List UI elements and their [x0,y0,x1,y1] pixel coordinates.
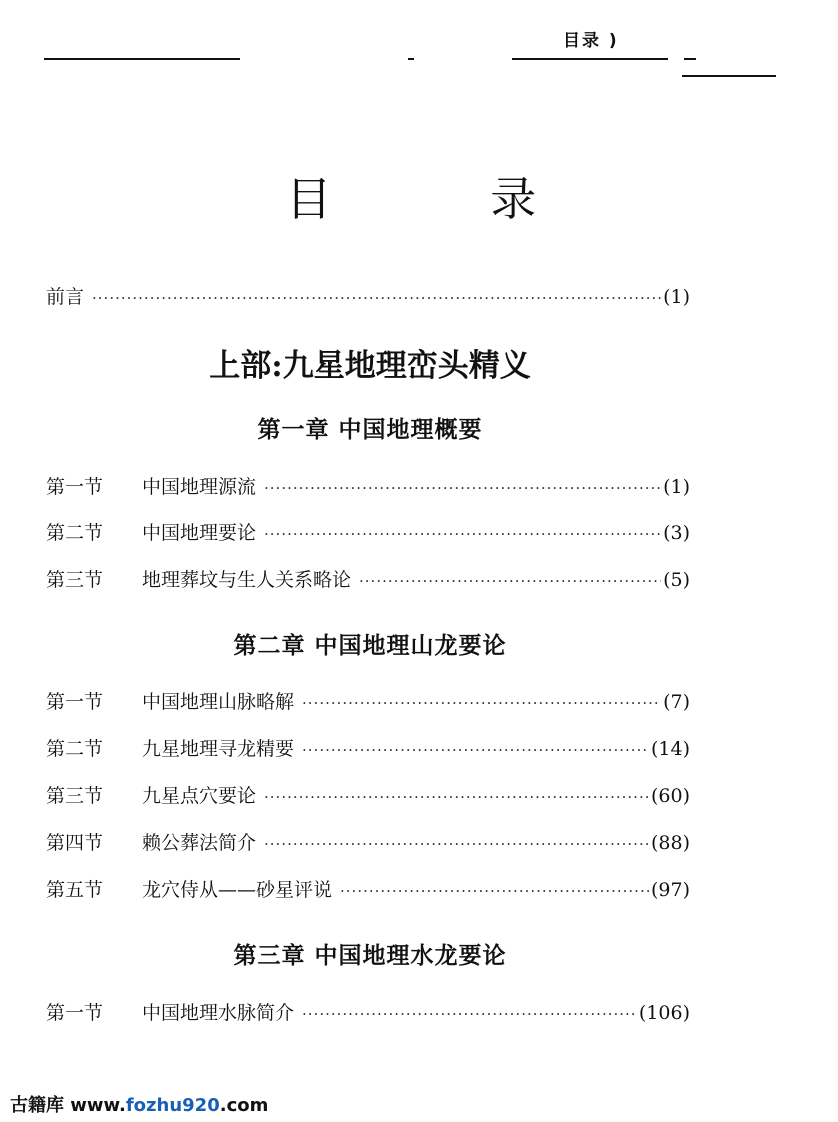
section-number: 第二节 [46,738,104,760]
header-rule-left [44,58,240,60]
page-number: (97) [650,879,690,901]
section-number: 第二节 [46,522,104,544]
page-number: (60) [650,785,690,807]
toc-entry[interactable] [46,781,690,811]
dot-leader [264,525,661,543]
toc-entry[interactable] [46,734,690,764]
toc-entry[interactable] [46,875,690,905]
dot-leader [264,788,649,806]
dot-leader [359,572,661,590]
section-title: 中国地理要论 [142,522,257,544]
page-number: (1) [663,286,690,308]
page-number: (106) [638,1002,690,1024]
watermark-suffix: .com [219,1095,269,1116]
dot-leader [302,694,661,712]
section-number: 第一节 [46,691,104,713]
section-number: 第一节 [46,476,104,498]
page-number: (88) [650,832,690,854]
section-title: 中国地理山脉略解 [142,691,295,713]
section-number: 第一节 [46,1002,104,1024]
running-head: 目录 ) [563,31,619,51]
section-number: 第三节 [46,569,104,591]
page-number: (7) [663,691,690,713]
toc-entry[interactable] [46,998,690,1028]
section-title: 九星点穴要论 [142,785,257,807]
section-number: 第三节 [46,785,104,807]
section-title: 赖公葬法简介 [142,832,257,854]
section-number: 第五节 [46,879,104,901]
header-rule-dot [408,58,414,60]
preface-label: 前言 [46,286,85,308]
toc-entry-preface[interactable] [46,282,690,312]
header-rule-short [682,75,776,77]
page-number: (14) [650,738,690,760]
dot-leader [340,882,649,900]
chapter-heading: 第二章 中国地理山龙要论 [233,633,507,659]
dot-leader [302,741,649,759]
dot-leader [92,289,661,307]
dot-leader [302,1005,637,1023]
header-rule-right [512,58,668,60]
toc-entry[interactable] [46,828,690,858]
toc-entry[interactable] [46,565,690,595]
section-title: 中国地理水脉简介 [142,1002,295,1024]
watermark-link[interactable] [10,1091,268,1117]
toc-entry[interactable] [46,472,690,502]
section-title: 中国地理源流 [142,476,257,498]
toc-entry[interactable] [46,518,690,548]
page-number: (5) [663,569,690,591]
part-heading: 上部:九星地理峦头精义 [209,348,531,384]
watermark-prefix: 古籍库 www. [10,1095,126,1116]
page-number: (1) [663,476,690,498]
section-title: 地理葬坟与生人关系略论 [142,569,352,591]
page-title: 目 录 [285,172,609,226]
watermark-brand: fozhu920 [125,1095,220,1116]
header-rule-tail [684,58,696,60]
dot-leader [264,479,661,497]
chapter-heading: 第一章 中国地理概要 [257,417,483,443]
chapter-heading: 第三章 中国地理水龙要论 [233,943,507,969]
toc-entry[interactable] [46,687,690,717]
section-number: 第四节 [46,832,104,854]
section-title: 龙穴侍从——砂星评说 [142,879,333,901]
dot-leader [264,835,649,853]
page-number: (3) [663,522,690,544]
section-title: 九星地理寻龙精要 [142,738,295,760]
